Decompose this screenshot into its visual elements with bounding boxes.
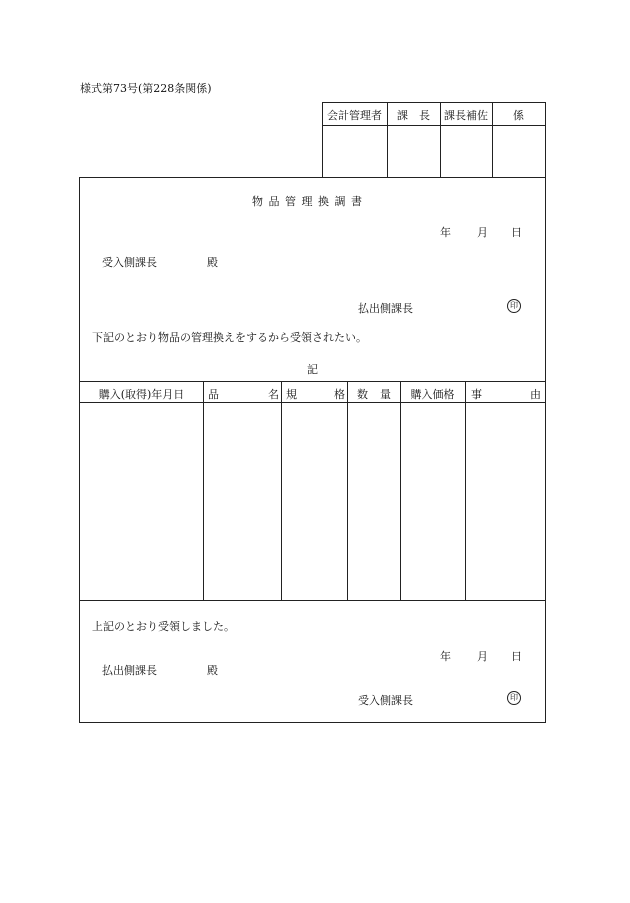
receipt-receiver-label: 受入側課長: [358, 694, 413, 707]
approval-header-section-chief: 課 長: [397, 109, 430, 122]
header-spec-b: 格: [334, 388, 345, 401]
header-reason-b: 由: [530, 388, 541, 401]
ki-label: 記: [307, 363, 318, 376]
header-price: 購入価格: [410, 388, 455, 401]
header-qty-b: 量: [380, 388, 391, 401]
date-month-label: 月: [477, 226, 488, 239]
receipt-date-month-label: 月: [477, 650, 488, 663]
issuer-label: 払出側課長: [358, 302, 413, 315]
recipient-label: 受入側課長: [102, 256, 157, 269]
form-title: 物 品 管 理 換 調 書: [252, 195, 363, 208]
receipt-honorific-label: 殿: [207, 664, 218, 677]
approval-header-assistant-chief: 課長補佐: [444, 109, 488, 122]
seal-mark-top: 印: [507, 299, 521, 313]
seal-mark-bottom: 印: [507, 691, 521, 705]
receipt-text: 上記のとおり受領しました。: [92, 620, 235, 633]
approval-header-staff: 係: [513, 109, 524, 122]
header-spec-a: 規: [286, 388, 297, 401]
date-year-label: 年: [440, 226, 451, 239]
header-item-a: 品: [208, 388, 219, 401]
header-purchase-date: 購入(取得)年月日: [98, 388, 185, 401]
date-day-label: 日: [511, 226, 522, 239]
body-text: 下記のとおり物品の管理換えをするから受領されたい。: [92, 331, 367, 344]
receipt-recipient-label: 払出側課長: [102, 664, 157, 677]
header-reason-a: 事: [471, 388, 482, 401]
form-number: 様式第73号(第228条関係): [80, 82, 212, 95]
receipt-date-day-label: 日: [511, 650, 522, 663]
receipt-date-year-label: 年: [440, 650, 451, 663]
header-item-b: 名: [268, 388, 279, 401]
header-qty-a: 数: [357, 388, 368, 401]
honorific-label: 殿: [207, 256, 218, 269]
approval-header-accounting: 会計管理者: [327, 109, 382, 122]
